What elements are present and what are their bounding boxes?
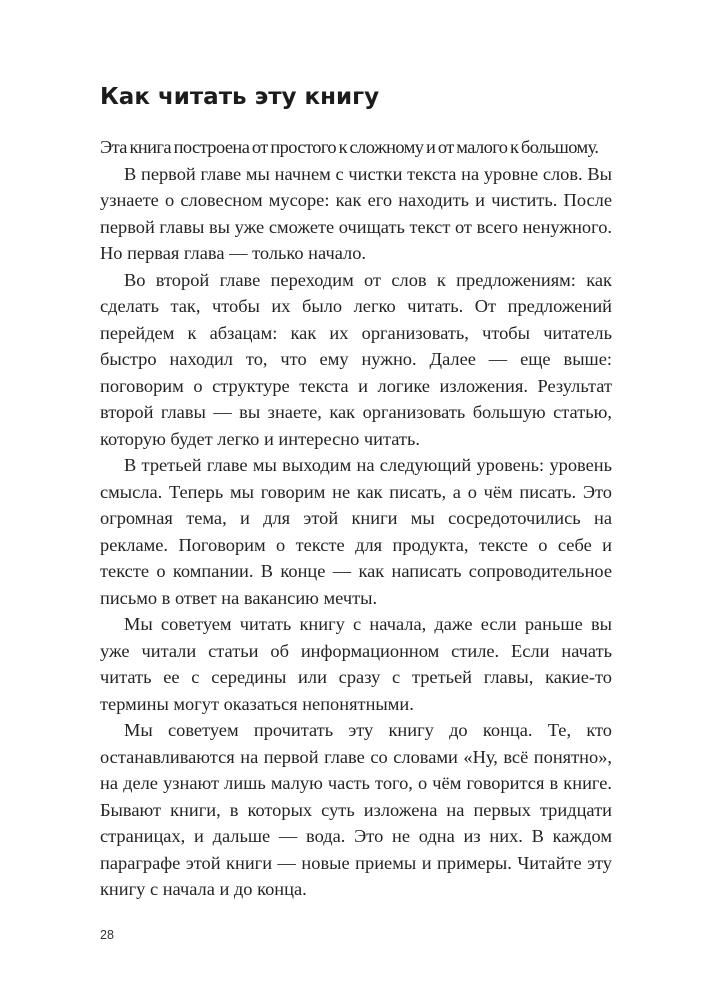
paragraph-chapter-three: В третьей главе мы выходим на следующий уровень: уровень смысла. Теперь мы говорим не как писать, а о чём писать. Это огромная тема, и для этой книги мы сосредоточились на рекламе. Поговорим о тексте для продукта, тексте о себе и тексте о компании. В конце — как написать сопроводительное письмо в ответ на вакансию мечты.	[100, 455, 612, 608]
paragraph-chapter-one: В первой главе мы начнем с чистки текста на уровне слов. Вы узнаете о словесном мусоре: как его находить и чистить. После первой главы вы уже сможете очищать текст от всего ненужного. Но первая глава — только начало.	[100, 163, 612, 263]
paragraph-read-to-end: Мы советуем прочитать эту книгу до конца. Те, кто останавливаются на первой главе со словами «Ну, всё понятно», на деле узнают лишь малую часть того, о чём говорится в книге. Бывают книги, в которых суть изложена на первых тридцати страницах, и дальше — вода. Это не одна из них. В каждом параграфе этой книги — новые приемы и примеры. Читайте эту книгу с начала и до конца.	[100, 720, 612, 899]
body-text	[100, 134, 612, 903]
paragraph-intro: Эта книга построена от простого к сложному и от малого к большому.	[100, 137, 599, 157]
page-number: 28	[100, 928, 114, 942]
paragraph-chapter-two: Во второй главе переходим от слов к предложениям: как сделать так, чтобы их было легко читать. От предложений перейдем к абзацам: как их организовать, чтобы читатель быстро находил то, что ему нужно. Далее — еще выше: поговорим о структуре текста и логике изложения. Результат второй главы — вы знаете, как организовать большую статью, которую будет легко и интересно читать.	[100, 269, 612, 449]
paragraph-read-from-start: Мы советуем читать книгу с начала, даже если раньше вы уже читали статьи об информационном стиле. Если начать читать ее с середины или сразу с третьей главы, какие-то термины могут оказаться непонятными.	[100, 614, 612, 714]
section-heading: Как читать эту книгу	[100, 84, 380, 110]
